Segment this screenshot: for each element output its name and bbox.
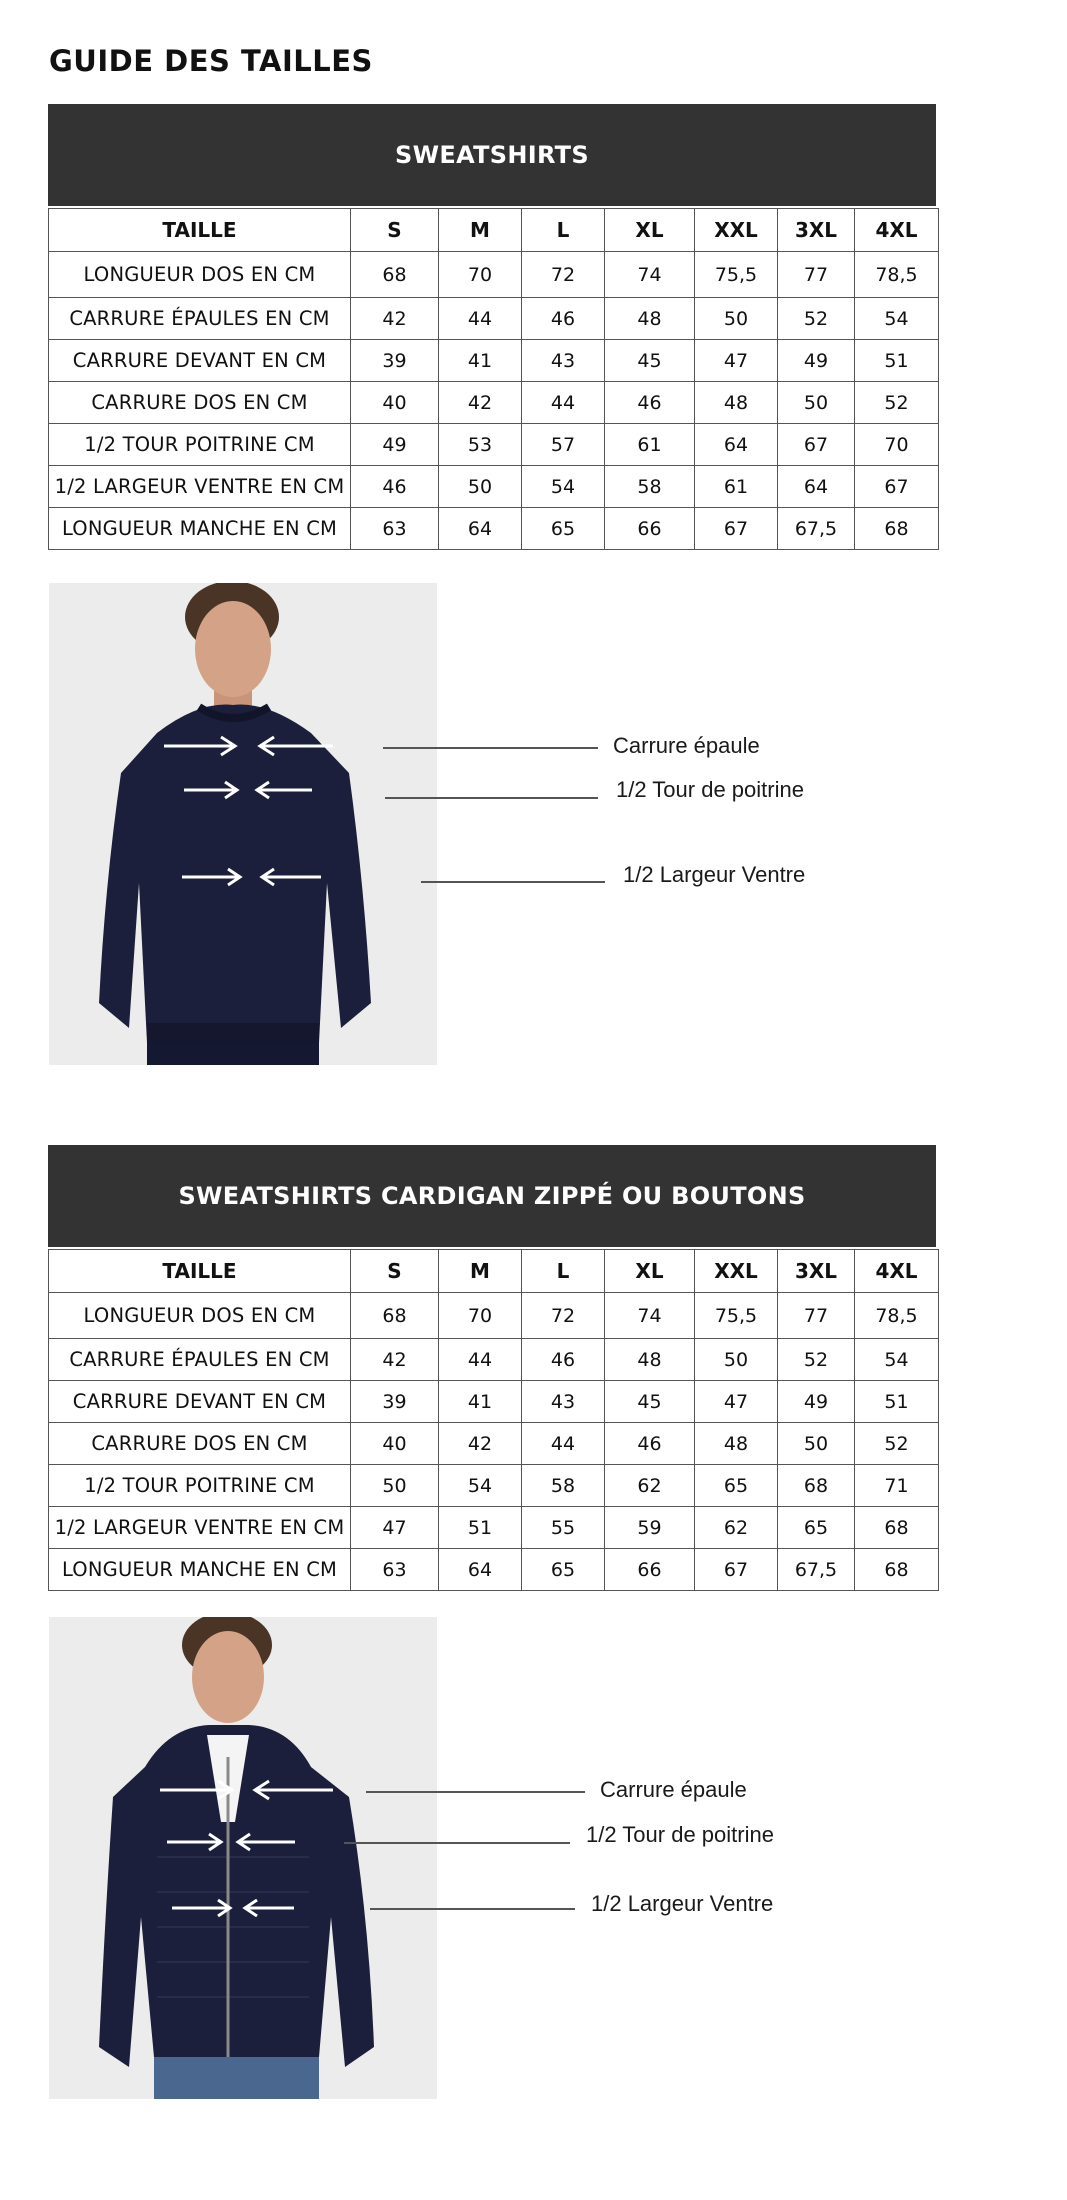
table-cell: 50 <box>695 298 778 340</box>
table-row <box>49 382 939 424</box>
table-cell: 44 <box>522 1423 605 1465</box>
table-cell: 78,5 <box>855 1293 939 1339</box>
table-header-row <box>49 209 939 252</box>
table-cell: 52 <box>855 382 939 424</box>
table-cell: 48 <box>605 298 695 340</box>
table-cell: 52 <box>778 1339 855 1381</box>
callout-line <box>421 881 605 883</box>
size-section-sweatshirts <box>48 104 936 550</box>
table-cell: 42 <box>351 1339 439 1381</box>
table-cell: 68 <box>855 1549 939 1591</box>
table-header-row <box>49 1250 939 1293</box>
table-cell: 63 <box>351 1549 439 1591</box>
column-header: XXL <box>695 1250 778 1293</box>
table-row <box>49 1339 939 1381</box>
table-row <box>49 1381 939 1423</box>
table-cell: 78,5 <box>855 252 939 298</box>
callout-line <box>344 1842 570 1844</box>
table-cell: 68 <box>351 1293 439 1339</box>
table-cell: 77 <box>778 252 855 298</box>
table-cell: 65 <box>522 508 605 550</box>
row-label: LONGUEUR DOS EN CM <box>49 1293 351 1339</box>
table-cell: 50 <box>778 382 855 424</box>
table-cell: 54 <box>855 298 939 340</box>
table-cell: 74 <box>605 252 695 298</box>
table-cell: 46 <box>351 466 439 508</box>
table-cell: 46 <box>605 382 695 424</box>
column-header: XL <box>605 1250 695 1293</box>
model-photo-cardigan <box>49 1617 437 2099</box>
size-section-cardigan <box>48 1145 936 1591</box>
callout-chest: 1/2 Tour de poitrine <box>616 777 804 802</box>
row-label: CARRURE DOS EN CM <box>49 382 351 424</box>
column-header: S <box>351 209 439 252</box>
table-cell: 70 <box>855 424 939 466</box>
column-header: XXL <box>695 209 778 252</box>
table-cell: 51 <box>439 1507 522 1549</box>
callout-chest: 1/2 Tour de poitrine <box>586 1822 774 1847</box>
table-cell: 67 <box>855 466 939 508</box>
table-cell: 46 <box>605 1423 695 1465</box>
table-cell: 44 <box>522 382 605 424</box>
table-cell: 42 <box>351 298 439 340</box>
callout-belly: 1/2 Largeur Ventre <box>623 862 806 887</box>
table-cell: 64 <box>439 508 522 550</box>
table-cell: 71 <box>855 1465 939 1507</box>
cardigan-illustration <box>49 1617 437 2099</box>
row-label: LONGUEUR DOS EN CM <box>49 252 351 298</box>
table-row <box>49 1507 939 1549</box>
table-row <box>49 424 939 466</box>
table-row <box>49 1549 939 1591</box>
table-cell: 67 <box>778 424 855 466</box>
callout-line <box>383 747 598 749</box>
callout-line <box>370 1908 575 1910</box>
table-cell: 51 <box>855 340 939 382</box>
table-row <box>49 1423 939 1465</box>
table-cell: 72 <box>522 252 605 298</box>
table-cell: 59 <box>605 1507 695 1549</box>
column-header: 3XL <box>778 1250 855 1293</box>
callout-shoulder: Carrure épaule <box>613 733 760 758</box>
table-cell: 48 <box>695 382 778 424</box>
table-cell: 72 <box>522 1293 605 1339</box>
table-row <box>49 466 939 508</box>
section-banner: SWEATSHIRTS <box>48 104 936 206</box>
table-cell: 66 <box>605 508 695 550</box>
column-header: TAILLE <box>49 209 351 252</box>
size-table <box>48 1249 939 1591</box>
table-cell: 42 <box>439 1423 522 1465</box>
model-photo-sweatshirt <box>49 583 437 1065</box>
table-cell: 45 <box>605 1381 695 1423</box>
table-cell: 48 <box>605 1339 695 1381</box>
table-cell: 41 <box>439 340 522 382</box>
table-cell: 57 <box>522 424 605 466</box>
table-body <box>49 252 939 550</box>
table-cell: 50 <box>439 466 522 508</box>
table-cell: 48 <box>695 1423 778 1465</box>
table-row <box>49 340 939 382</box>
table-cell: 58 <box>522 1465 605 1507</box>
table-cell: 62 <box>695 1507 778 1549</box>
column-header: 4XL <box>855 209 939 252</box>
size-table <box>48 208 939 550</box>
table-cell: 55 <box>522 1507 605 1549</box>
table-cell: 68 <box>855 1507 939 1549</box>
table-cell: 63 <box>351 508 439 550</box>
table-cell: 68 <box>778 1465 855 1507</box>
table-cell: 58 <box>605 466 695 508</box>
table-cell: 53 <box>439 424 522 466</box>
table-cell: 50 <box>778 1423 855 1465</box>
table-cell: 70 <box>439 1293 522 1339</box>
sweatshirt-illustration <box>49 583 437 1065</box>
table-cell: 50 <box>695 1339 778 1381</box>
table-cell: 47 <box>695 1381 778 1423</box>
page-title: GUIDE DES TAILLES <box>49 44 373 78</box>
table-cell: 66 <box>605 1549 695 1591</box>
callout-shoulder: Carrure épaule <box>600 1777 747 1802</box>
table-cell: 67 <box>695 508 778 550</box>
table-cell: 75,5 <box>695 1293 778 1339</box>
table-cell: 65 <box>522 1549 605 1591</box>
table-cell: 44 <box>439 298 522 340</box>
callout-belly: 1/2 Largeur Ventre <box>591 1891 774 1916</box>
table-cell: 46 <box>522 298 605 340</box>
column-header: L <box>522 209 605 252</box>
table-cell: 54 <box>855 1339 939 1381</box>
table-cell: 43 <box>522 1381 605 1423</box>
row-label: CARRURE ÉPAULES EN CM <box>49 1339 351 1381</box>
column-header: S <box>351 1250 439 1293</box>
column-header: M <box>439 209 522 252</box>
table-cell: 54 <box>522 466 605 508</box>
table-cell: 41 <box>439 1381 522 1423</box>
row-label: CARRURE DEVANT EN CM <box>49 340 351 382</box>
table-cell: 54 <box>439 1465 522 1507</box>
row-label: 1/2 LARGEUR VENTRE EN CM <box>49 1507 351 1549</box>
table-cell: 43 <box>522 340 605 382</box>
column-header: M <box>439 1250 522 1293</box>
table-cell: 39 <box>351 1381 439 1423</box>
table-cell: 50 <box>351 1465 439 1507</box>
table-cell: 61 <box>695 466 778 508</box>
row-label: CARRURE DOS EN CM <box>49 1423 351 1465</box>
table-row <box>49 298 939 340</box>
table-cell: 52 <box>855 1423 939 1465</box>
table-cell: 39 <box>351 340 439 382</box>
table-cell: 49 <box>778 340 855 382</box>
column-header: TAILLE <box>49 1250 351 1293</box>
table-cell: 75,5 <box>695 252 778 298</box>
table-cell: 40 <box>351 1423 439 1465</box>
table-cell: 64 <box>778 466 855 508</box>
table-cell: 44 <box>439 1339 522 1381</box>
row-label: 1/2 LARGEUR VENTRE EN CM <box>49 466 351 508</box>
table-cell: 64 <box>439 1549 522 1591</box>
row-label: CARRURE DEVANT EN CM <box>49 1381 351 1423</box>
row-label: 1/2 TOUR POITRINE CM <box>49 1465 351 1507</box>
table-cell: 68 <box>351 252 439 298</box>
table-cell: 62 <box>605 1465 695 1507</box>
table-row <box>49 1465 939 1507</box>
row-label: LONGUEUR MANCHE EN CM <box>49 1549 351 1591</box>
callout-line <box>366 1791 585 1793</box>
column-header: L <box>522 1250 605 1293</box>
table-cell: 65 <box>695 1465 778 1507</box>
table-cell: 67 <box>695 1549 778 1591</box>
section-banner: SWEATSHIRTS CARDIGAN ZIPPÉ OU BOUTONS <box>48 1145 936 1247</box>
table-cell: 61 <box>605 424 695 466</box>
table-cell: 64 <box>695 424 778 466</box>
row-label: CARRURE ÉPAULES EN CM <box>49 298 351 340</box>
table-cell: 67,5 <box>778 508 855 550</box>
column-header: XL <box>605 209 695 252</box>
table-cell: 47 <box>695 340 778 382</box>
table-cell: 65 <box>778 1507 855 1549</box>
table-cell: 68 <box>855 508 939 550</box>
table-cell: 52 <box>778 298 855 340</box>
table-cell: 70 <box>439 252 522 298</box>
table-cell: 40 <box>351 382 439 424</box>
row-label: LONGUEUR MANCHE EN CM <box>49 508 351 550</box>
table-cell: 49 <box>351 424 439 466</box>
table-cell: 74 <box>605 1293 695 1339</box>
table-cell: 51 <box>855 1381 939 1423</box>
column-header: 4XL <box>855 1250 939 1293</box>
table-row <box>49 1293 939 1339</box>
table-row <box>49 252 939 298</box>
table-cell: 77 <box>778 1293 855 1339</box>
table-cell: 46 <box>522 1339 605 1381</box>
row-label: 1/2 TOUR POITRINE CM <box>49 424 351 466</box>
table-cell: 49 <box>778 1381 855 1423</box>
table-cell: 42 <box>439 382 522 424</box>
table-cell: 45 <box>605 340 695 382</box>
table-body <box>49 1293 939 1591</box>
table-row <box>49 508 939 550</box>
table-cell: 67,5 <box>778 1549 855 1591</box>
column-header: 3XL <box>778 209 855 252</box>
callout-line <box>385 797 598 799</box>
table-cell: 47 <box>351 1507 439 1549</box>
